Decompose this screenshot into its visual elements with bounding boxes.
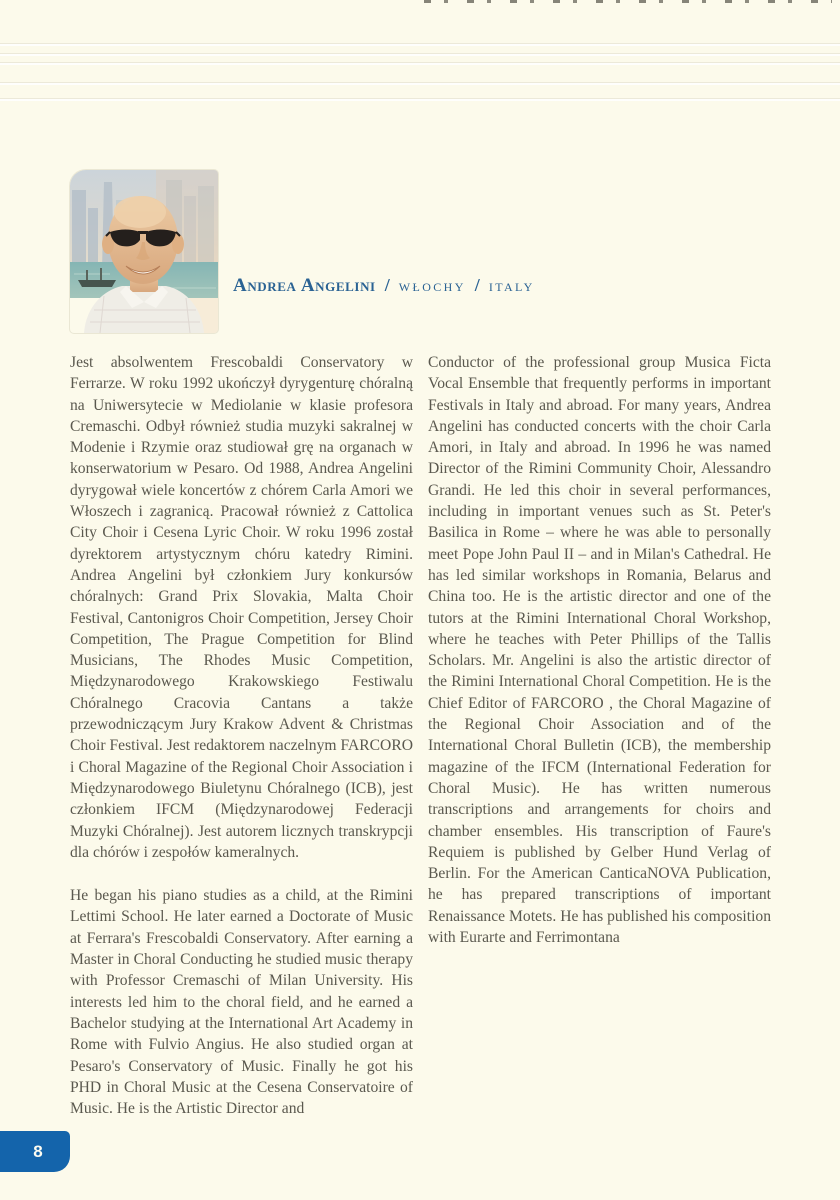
portrait-photo-image xyxy=(70,170,218,333)
bio-paragraph-english-part2: Conductor of the professional group Musica Ficta Vocal Ensemble that frequently performs in important Festivals in Italy and abroad. For many years, Andrea Angelini has conducted concerts with the choir Carla Amori, in Italy and abroad. In 1996 he was named Director of the Rimini Community Choir, Alessandro Grandi. He led this choir in several performances, including in important venues such as St. Peter's Basilica in Rome – where he was able to personally meet Pope John Paul II – and in Milan's Cathedral. He has led similar workshops in Romania, Belarus and China too. He is the artistic director and one of the tutors at the Rimini International Choral Workshop, where he teaches with Peter Phillips of the Tallis Scholars. Mr. Angelini is also the artistic director of the Rimini International Choral Competition. He is the Chief Editor of FARCORO , the Choral Magazine of the Regional Choir Association and of the International Choral Bulletin (ICB), the membership magazine of the IFCM (International Federation for Choral Music). He has written numerous transcriptions and arrangements for choirs and chamber ensembles. His transcription of Faure's Requiem is published by Gelber Hund Verlag of Berlin. For the American CanticaNOVA Publication, he has prepared transcriptions of important Renaissance Motets. He has published his composition with Eurarte and Ferrimontana xyxy=(428,354,771,947)
country-english: italy xyxy=(488,276,535,295)
biography-columns xyxy=(70,352,771,1119)
page-number: 8 xyxy=(33,1141,43,1161)
heading-separator: / xyxy=(474,275,480,295)
left-column xyxy=(70,352,413,1119)
country-polish: włochy xyxy=(398,276,466,295)
staff-line xyxy=(0,53,840,56)
staff-line xyxy=(0,43,840,46)
author-heading xyxy=(233,275,535,297)
staff-line xyxy=(0,62,840,65)
portrait-photo xyxy=(70,170,218,333)
bio-paragraph-english-part1: He began his piano studies as a child, at the Rimini Lettimi School. He later earned a Doctorate of Music at Ferrara's Frescobaldi Conservatory. After earning a Master in Choral Conducting he studied music therapy with Professor Cremaschi of Milan University. His interests led him to the choral field, and he earned a Bachelor studying at the International Art Academy in Rome with Fulvio Angius. He also studied organ at Pesaro's Conservatory of Music. Finally he got his PHD in Choral Music at the Cesena Conservatoire of Music. He is the Artistic Director and xyxy=(70,887,413,1118)
staff-line xyxy=(0,82,840,85)
heading-separator: / xyxy=(384,275,390,295)
author-name: Andrea Angelini xyxy=(233,275,376,296)
page-number-tab xyxy=(0,1131,70,1172)
bio-paragraph-polish: Jest absolwentem Frescobaldi Conservatory w Ferrarze. W roku 1992 ukończył dyrygenturę chóralną na Uniwersytecie w Mediolanie w klasie profesora Cremaschi. Odbył również studia muzyki sakralnej w Modenie i Rzymie oraz studiował grę na organach w konserwatorium w Pesaro. Od 1988, Andrea Angelini dyrygował wiele koncertów z chórem Carla Amori we Włoszech i zagranicą. Pracował również z Cattolica City Choir i Cesena Lyric Choir. W roku 1996 został dyrektorem artystycznym chóru katedry Rimini. Andrea Angelini był członkiem Jury konkursów chóralnych: Grand Prix Slovakia, Malta Choir Festival, Cantonigros Choir Competition, Jersey Choir Competition, The Prague Competition for Blind Musicians, The Rhodes Music Competition, Międzynarodowego Krakowskiego Festiwalu Chóralnego Cracovia Cantans a także przewodniczącym Jury Krakow Advent & Christmas Choir Festival. Jest redaktorem naczelnym FARCORO i Choral Magazine of the Regional Choir Association i Międzynarodowego Biuletynu Chóralnego (ICB), jest członkiem IFCM (Międzynarodowej Federacji Muzyki Chóralnej). Jest autorem licznych transkrypcji dla chórów i zespołów kameralnych. xyxy=(70,354,413,861)
staff-line xyxy=(0,98,840,101)
clipped-header-remnant xyxy=(424,0,832,3)
right-column xyxy=(428,352,771,948)
